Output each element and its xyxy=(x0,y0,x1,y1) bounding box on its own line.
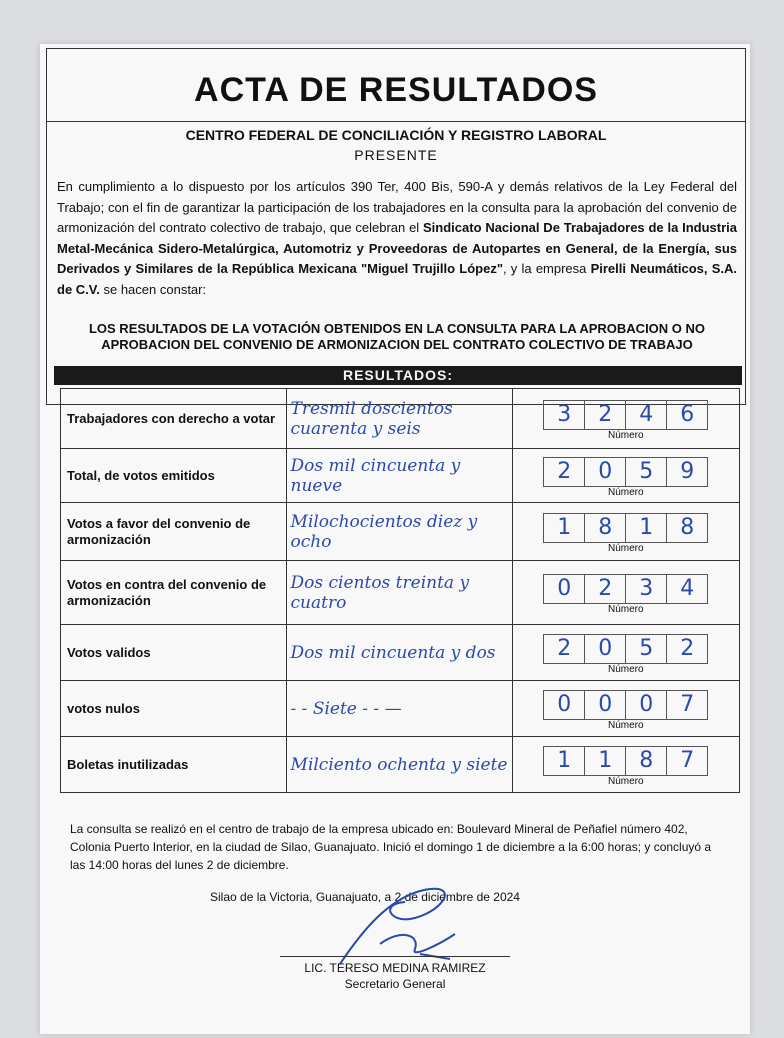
intro-paragraph xyxy=(57,177,737,300)
digit-boxes xyxy=(543,634,708,664)
row-label: Total, de votos emitidos xyxy=(61,449,287,503)
intro-text-2: , y la empresa xyxy=(503,261,591,276)
digit-box: 1 xyxy=(585,746,626,776)
header-frame xyxy=(46,48,746,405)
handwritten-words: - - Siete - - — xyxy=(286,681,512,737)
results-table xyxy=(60,388,740,793)
number-label: Número xyxy=(607,542,644,554)
digit-box: 1 xyxy=(626,513,667,543)
row-label: Trabajadores con derecho a votar xyxy=(61,389,287,449)
place-date: Silao de la Victoria, Guanajuato, a 2 de diciembre de 2024 xyxy=(210,890,520,904)
digit-box: 4 xyxy=(667,574,708,604)
signer-title: Secretario General xyxy=(344,977,446,991)
number-label: Número xyxy=(607,663,644,675)
digit-box: 6 xyxy=(667,400,708,430)
digit-box: 0 xyxy=(543,690,585,720)
digit-box: 3 xyxy=(626,574,667,604)
digit-box: 2 xyxy=(585,400,626,430)
results-bar: RESULTADOS: xyxy=(54,366,742,385)
digit-box: 0 xyxy=(543,574,585,604)
number-cell xyxy=(512,737,739,793)
handwritten-words: Milciento ochenta y siete xyxy=(286,737,512,793)
row-label: Votos en contra del convenio de armonización xyxy=(61,561,287,625)
results-row xyxy=(61,389,740,449)
digit-box: 2 xyxy=(543,634,585,664)
title-divider xyxy=(47,121,745,122)
footer-paragraph: La consulta se realizó en el centro de trabajo de la empresa ubicado en: Boulevard Mineral de Peñafiel número 402, Colonia Puerto Interior, en la ciudad de Silao, Guanajuato. Inició el domingo 1 de diciembre a la 6:00 horas; y concluyó a las 14:00 horas del lunes 2 de diciembre. xyxy=(70,822,712,872)
handwritten-words: Dos mil cincuenta y nueve xyxy=(286,449,512,503)
digit-boxes xyxy=(543,690,708,720)
results-row xyxy=(61,561,740,625)
results-row xyxy=(61,625,740,681)
digit-box: 2 xyxy=(543,457,585,487)
organization-name: CENTRO FEDERAL DE CONCILIACIÓN Y REGISTRO LABORAL xyxy=(185,127,607,143)
number-cell xyxy=(512,625,739,681)
document-sheet xyxy=(40,44,750,1034)
union-name: Sindicato Nacional De Trabajadores de la Industria Metal-Mecánica Sidero-Metalúrgica, Automotriz y Proveedoras de Autopartes en General, de la Energía, sus Derivados y Similares de la República Mexicana "Miguel Trujillo López" xyxy=(57,220,738,276)
digit-box: 3 xyxy=(543,400,585,430)
digit-box: 0 xyxy=(585,690,626,720)
signer-name: LIC. TERESO MEDINA RAMIREZ xyxy=(304,961,486,975)
digit-box: 7 xyxy=(667,690,708,720)
intro-text-3: se hacen constar: xyxy=(99,281,207,297)
number-label: Número xyxy=(607,719,644,731)
digit-box: 2 xyxy=(585,574,626,604)
results-row xyxy=(61,737,740,793)
digit-box: 4 xyxy=(626,400,667,430)
signature-line xyxy=(280,956,510,957)
number-cell xyxy=(512,449,739,503)
presente-label: PRESENTE xyxy=(354,147,438,163)
signer-block xyxy=(270,960,520,992)
handwritten-words: Dos mil cincuenta y dos xyxy=(286,625,512,681)
digit-boxes xyxy=(543,513,708,543)
digit-box: 8 xyxy=(667,513,708,543)
document-title: ACTA DE RESULTADOS xyxy=(194,71,598,109)
number-label: Número xyxy=(607,603,644,615)
results-row xyxy=(61,681,740,737)
handwritten-words: Tresmil doscientos cuarenta y seis xyxy=(286,389,512,449)
digit-boxes xyxy=(543,574,708,604)
digit-box: 7 xyxy=(667,746,708,776)
digit-boxes xyxy=(543,400,708,430)
results-row xyxy=(61,503,740,561)
number-label: Número xyxy=(607,486,644,498)
digit-box: 1 xyxy=(543,513,585,543)
number-cell xyxy=(512,503,739,561)
handwritten-words: Milochocientos diez y ocho xyxy=(286,503,512,561)
row-label: votos nulos xyxy=(61,681,287,737)
digit-box: 0 xyxy=(626,690,667,720)
handwritten-words: Dos cientos treinta y cuatro xyxy=(286,561,512,625)
digit-boxes xyxy=(543,746,708,776)
digit-box: 5 xyxy=(626,634,667,664)
digit-box: 8 xyxy=(626,746,667,776)
digit-boxes xyxy=(543,457,708,487)
intro-text-1: En cumplimiento a lo dispuesto por los artículos 390 Ter, 400 Bis, 590-A y demás relativos de la Ley Federal del Trabajo; con el fin de garantizar la participación de los trabajadores en la consulta para la aprobación del convenio de armonización del contrato colectivo de trabajo, que celebran el xyxy=(57,179,737,235)
digit-box: 5 xyxy=(626,457,667,487)
handwritten-signature xyxy=(320,874,480,974)
number-label: Número xyxy=(607,775,644,787)
digit-box: 1 xyxy=(543,746,585,776)
digit-box: 8 xyxy=(585,513,626,543)
digit-box: 0 xyxy=(585,457,626,487)
row-label: Boletas inutilizadas xyxy=(61,737,287,793)
row-label: Votos validos xyxy=(61,625,287,681)
results-heading: LOS RESULTADOS DE LA VOTACIÓN OBTENIDOS EN LA CONSULTA PARA LA APROBACION O NO APROBACION DEL CONVENIO DE ARMONIZACION DEL CONTRATO COLECTIVO DE TRABAJO xyxy=(88,321,706,352)
company-name: Pirelli Neumáticos, S.A. de C.V. xyxy=(57,261,737,297)
digit-box: 2 xyxy=(667,634,708,664)
digit-box: 9 xyxy=(667,457,708,487)
number-label: Número xyxy=(607,429,644,441)
number-cell xyxy=(512,389,739,449)
digit-box: 0 xyxy=(585,634,626,664)
results-row xyxy=(61,449,740,503)
number-cell xyxy=(512,681,739,737)
number-cell xyxy=(512,561,739,625)
row-label: Votos a favor del convenio de armonización xyxy=(61,503,287,561)
